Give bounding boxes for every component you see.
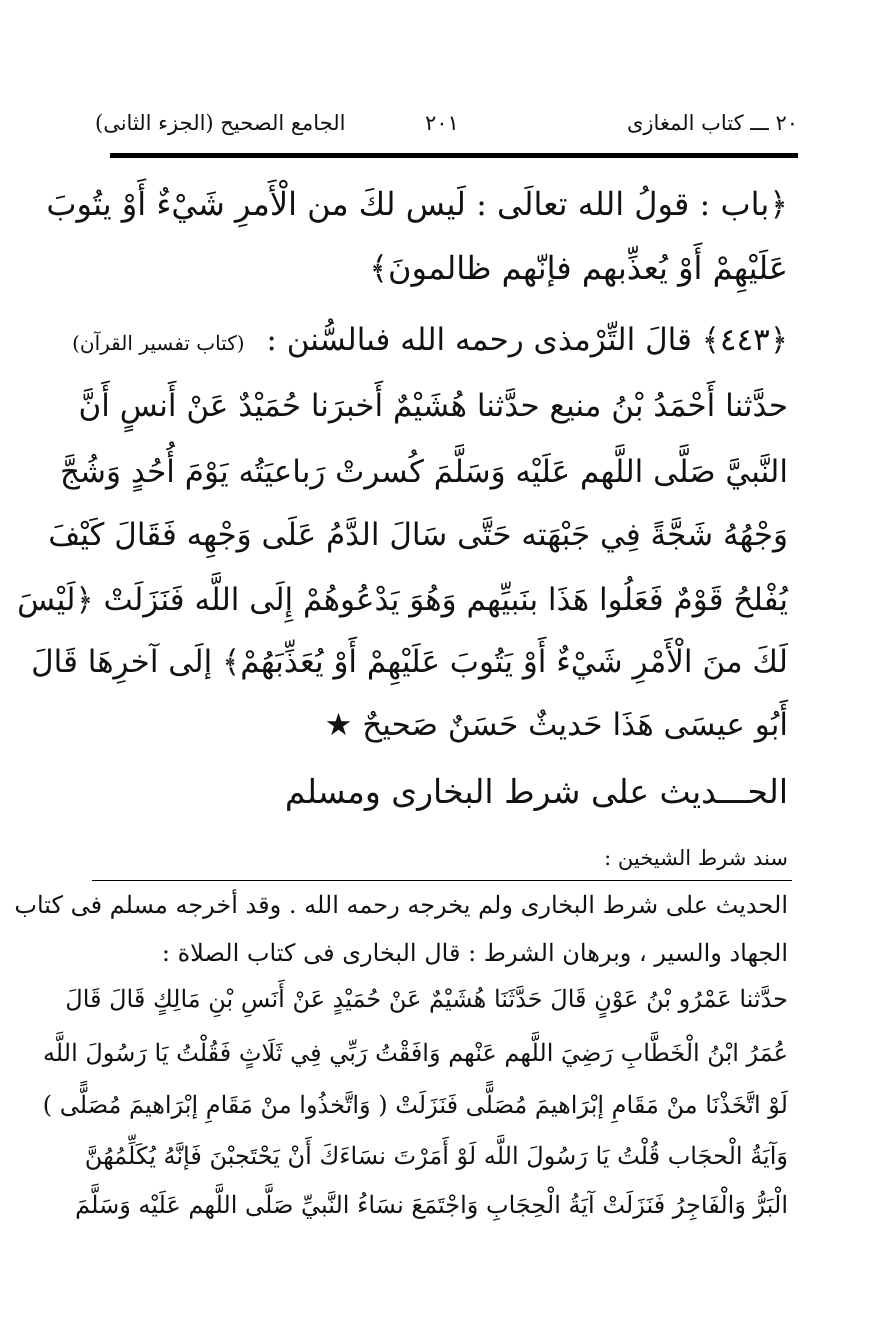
- section-subhead: سند شرط الشيخين :: [604, 846, 788, 870]
- hadith-line-4: يُفْلحُ قَوْمٌ فَعَلُوا هَذَا بنَبيِّهم وَهُوَ يَدْعُوهُمْ إِلَى اللَّه فَنَزَلَتْ ﴿لَيْسَ: [17, 582, 788, 618]
- subhead-rule: [92, 880, 792, 881]
- chapter-title: ٢٠ ـــ كتاب المغازى: [626, 111, 798, 135]
- body-line-3: حدَّثنا عَمْرُو بْنُ عَوْنٍ قَالَ حَدَّثَنَا هُشَيْمٌ عَنْ حُمَيْدٍ عَنْ أَنَسِ بْنِ مَالِكٍ قَالَ قَالَ: [65, 985, 788, 1013]
- running-header: [95, 104, 798, 142]
- hadith-number: ﴿٤٤٣﴾ قالَ التِّرْمذى رحمه الله فىالسُّنن :: [266, 322, 788, 358]
- hadith-line-5: لَكَ منَ الْأَمْرِ شَيْءٌ أَوْ يَتُوبَ عَلَيْهِمْ أَوْ يُعَذِّبَهُمْ﴾ إلَى آخرِهَا قَالَ: [31, 644, 788, 680]
- hadith-number-line: [72, 322, 788, 381]
- section-title: الحـــديث على شرط البخارى ومسلم: [284, 772, 788, 811]
- hadith-line-3: وَجْهُهُ شَجَّةً فِي جَبْهَته حَتَّى سَالَ الدَّمُ عَلَى وَجْهِه فَقَالَ كَيْفَ: [48, 517, 788, 553]
- source-note: (كتاب تفسير القرآن): [72, 331, 245, 355]
- book-title: الجامع الصحيح (الجزء الثانى): [95, 111, 346, 135]
- body-line-4: عُمَرُ ابْنُ الْخَطَّابِ رَضِيَ اللَّهم عَنْهم وَافَقْتُ رَبِّي فِي ثَلَاثٍ فَقُلْتُ يَا رَسُولَ اللَّه: [42, 1039, 788, 1067]
- page-number: ٢٠١: [425, 111, 459, 135]
- header-rule: [110, 153, 798, 158]
- body-line-2: الجهاد والسير ، وبرهان الشرط : قال البخارى فى كتاب الصلاة :: [161, 939, 788, 967]
- body-line-7: الْبَرُّ وَالْفَاجِرُ فَنَزَلَتْ آيَةُ الْحِجَابِ وَاجْتَمَعَ نسَاءُ النَّبيِّ صَلَّى اللَّهم عَلَيْه وَسَلَّمَ: [75, 1191, 788, 1219]
- body-line-6: وَآيَةُ الْحجَاب قُلْتُ يَا رَسُولَ اللَّه لَوْ أَمَرْتَ نسَاءَكَ أَنْ يَحْتَجبْنَ فَإنَّهُ يُكَلِّمُهُنَّ: [84, 1142, 788, 1170]
- hadith-line-1: حدَّثنا أَحْمَدُ بْنُ منيع حدَّثنا هُشَيْمٌ أَخبرَنا حُمَيْدٌ عَنْ أَنسٍ أَنَّ: [78, 388, 788, 424]
- chapter-heading-line-2: عَلَيْهِمْ أَوْ يُعذِّبهم فإنّهم ظالمونَ﴾: [369, 249, 788, 287]
- body-line-1: الحديث على شرط البخارى ولم يخرجه رحمه الله . وقد أخرجه مسلم فى كتاب: [14, 891, 788, 919]
- hadith-line-6: أَبُو عيسَى هَذَا حَديثٌ حَسَنٌ صَحيحٌ ★: [324, 707, 788, 743]
- chapter-heading-line-1: ﴿باب : قولُ الله تعالَى : لَيس لكَ من الْأَمرِ شَيْءٌ أَوْ يتُوبَ: [46, 185, 788, 223]
- body-line-5: لَوْ اتَّخَذْنَا منْ مَقَامِ إبْرَاهيمَ مُصَلًّى فَنَزَلَتْ ( وَاتَّخذُوا منْ مَقَامِ إبْرَاهيمَ مُصَلًّى ): [42, 1091, 788, 1119]
- hadith-line-2: النَّبيَّ صَلَّى اللَّهم عَلَيْه وَسَلَّمَ كُسرتْ رَباعيَتُه يَوْمَ أُحُدٍ وَشُجَّ: [60, 454, 788, 490]
